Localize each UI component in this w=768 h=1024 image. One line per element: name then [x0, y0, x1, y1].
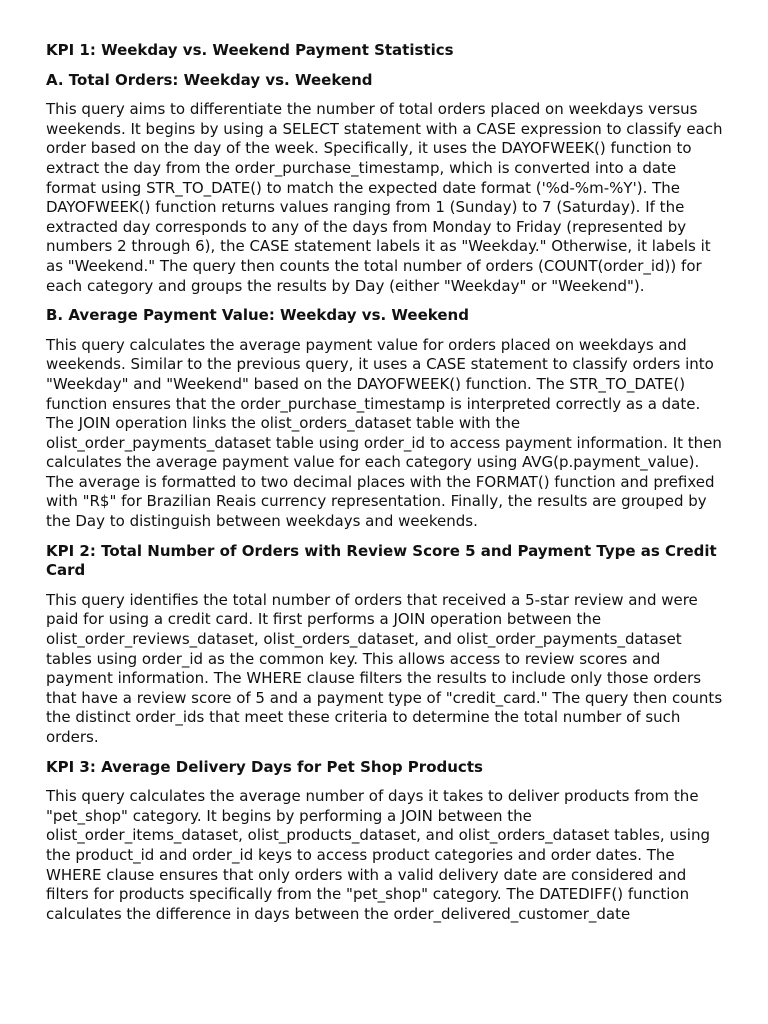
- kpi1-section-b-heading: B. Average Payment Value: Weekday vs. Weekend: [46, 306, 469, 325]
- kpi1-section-a-body: This query aims to differentiate the number of total orders placed on weekdays versus weekends. It begins by using a SELECT statement with a CASE expression to classify each order based on the day of the week. Specifically, it uses the DAYOFWEEK() function to extract the day from the order_purchase_timestamp, which is converted into a date format using STR_TO_DATE() to match the expected date format ('%d-%m-%Y'). The DAYOFWEEK() function returns values ranging from 1 (Sunday) to 7 (Saturday). If the extracted day corresponds to any of the days from Monday to Friday (represented by numbers 2 through 6), the CASE statement labels it as "Weekday." Otherwise, it labels it as "Weekend." The query then counts the total number of orders (COUNT(order_id)) for each category and groups the results by Day (either "Weekday" or "Weekend").: [46, 100, 723, 295]
- kpi2-body: This query identifies the total number of orders that received a 5-star review and were paid for using a credit card. It first performs a JOIN operation between the olist_order_reviews_dataset, olist_orders_dataset, and olist_order_payments_dataset tables using order_id as the common key. This allows access to review scores and payment information. The WHERE clause filters the results to include only those orders that have a review score of 5 and a payment type of "credit_card." The query then counts the distinct order_ids that meet these criteria to determine the total number of such orders.: [46, 590, 723, 746]
- kpi3-heading: KPI 3: Average Delivery Days for Pet Shop Products: [46, 757, 483, 776]
- kpi1-section-b-body: This query calculates the average payment value for orders placed on weekdays and weekends. Similar to the previous query, it uses a CASE statement to classify orders into "Weekday" and "Weekend" based on the DAYOFWEEK() function. The STR_TO_DATE() function ensures that the order_purchase_timestamp is interpreted correctly as a date. The JOIN operation links the olist_orders_dataset table with the olist_order_payments_dataset table using order_id to access payment information. It then calculates the average payment value for each category using AVG(p.payment_value). The average is formatted to two decimal places with the FORMAT() function and prefixed with "R$" for Brazilian Reais currency representation. Finally, the results are grouped by the Day to distinguish between weekdays and weekends.: [46, 335, 722, 531]
- kpi2-heading: KPI 2: Total Number of Orders with Review Score 5 and Payment Type as Credit Card: [46, 541, 717, 580]
- kpi1-section-a-heading: A. Total Orders: Weekday vs. Weekend: [46, 70, 373, 89]
- kpi1-heading: KPI 1: Weekday vs. Weekend Payment Statistics: [46, 41, 454, 59]
- kpi3-body: This query calculates the average number of days it takes to deliver products from the "pet_shop" category. It begins by performing a JOIN between the olist_order_items_dataset, olist_products_dataset, and olist_orders_dataset tables, using the product_id and order_id keys to access product categories and order dates. The WHERE clause ensures that only orders with a valid delivery date are considered and filters for products specifically from the "pet_shop" category. The DATEDIFF() function calculates the difference in days between the order_delivered_customer_date: [46, 787, 710, 923]
